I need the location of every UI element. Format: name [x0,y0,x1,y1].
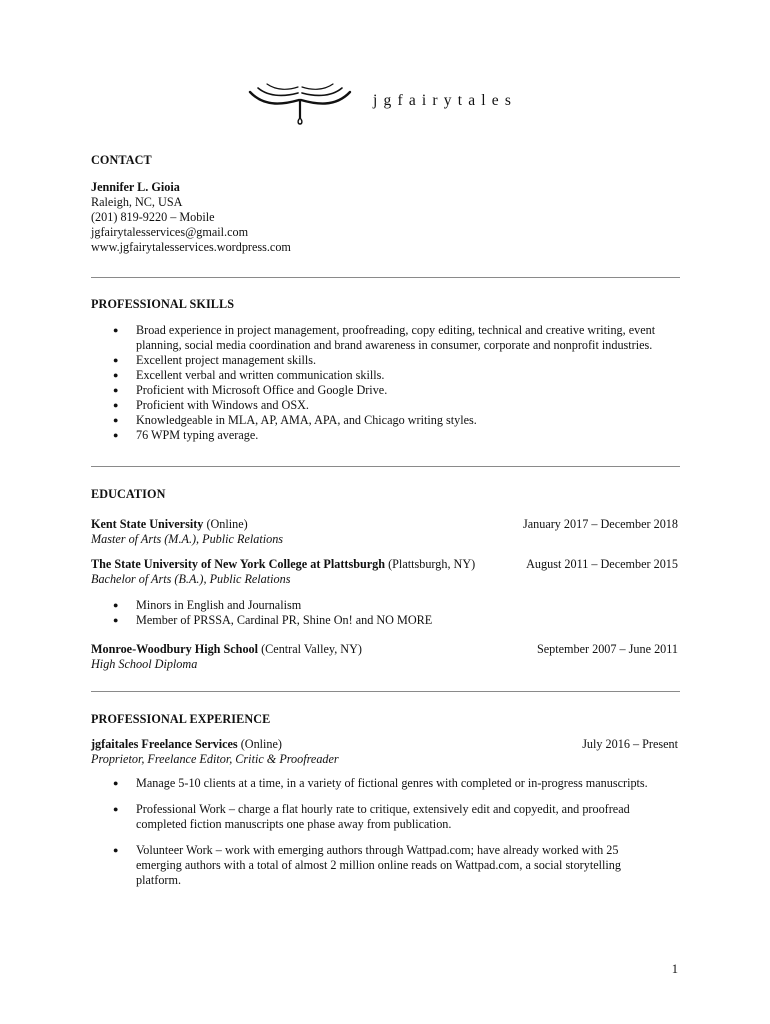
school-name: Kent State University [91,517,204,531]
book-wings-logo-icon [245,78,355,128]
list-item: ● Knowledgeable in MLA, AP, AMA, APA, and Chicago writing styles. [91,413,681,428]
school-dates: September 2007 – June 2011 [536,642,678,656]
job-entry [91,737,282,752]
contact-phone: (201) 819-9220 – Mobile [91,210,215,224]
section-divider [91,691,680,692]
school-entry [91,517,248,532]
degree: Master of Arts (M.A.), Public Relations [91,532,284,546]
list-item: ● Broad experience in project management, proofreading, copy editing, technical and creative writing, event planning, social media coordination and brand awareness in consumer, corporate and nonprofit industries. [91,323,681,353]
school-dates: January 2017 – December 2018 [522,517,678,531]
list-item: ● 76 WPM typing average. [91,428,681,443]
school-name: Monroe-Woodbury High School [91,642,259,656]
company-name: jgfaitales Freelance Services [91,737,238,751]
experience-heading: PROFESSIONAL EXPERIENCE [91,712,271,726]
skills-list [91,323,681,443]
school-dates: August 2011 – December 2015 [526,557,678,571]
section-divider [91,466,680,467]
job-dates: July 2016 – Present [582,737,678,751]
school-entry [91,642,362,657]
list-item: ● Volunteer Work – work with emerging authors through Wattpad.com; have already worked with 25 emerging authors with a total of almost 2 million online reads on Wattpad.com, a social storytelling platform. [91,843,681,888]
list-item: ● Minors in English and Journalism [91,598,681,613]
education-bullets [91,598,681,628]
education-heading: EDUCATION [91,487,166,501]
degree: High School Diploma [91,657,198,671]
section-divider [91,277,680,278]
list-item: ● Proficient with Windows and OSX. [91,398,681,413]
school-entry [91,557,475,572]
list-item: ● Member of PRSSA, Cardinal PR, Shine On! and NO MORE [91,613,681,628]
contact-location: Raleigh, NC, USA [91,195,183,209]
contact-heading: CONTACT [91,153,152,167]
contact-name: Jennifer L. Gioia [91,180,180,194]
degree: Bachelor of Arts (B.A.), Public Relations [91,572,291,586]
page-number: 1 [671,962,678,976]
school-location: (Plattsburgh, NY) [385,557,476,571]
list-item: ● Manage 5-10 clients at a time, in a variety of fictional genres with completed or in-progress manuscripts. [91,776,681,791]
list-item: ● Proficient with Microsoft Office and Google Drive. [91,383,681,398]
job-role: Proprietor, Freelance Editor, Critic & Proofreader [91,752,339,766]
company-location: (Online) [237,737,282,751]
contact-email: jgfairytalesservices@gmail.com [91,225,249,239]
list-item: ● Excellent verbal and written communication skills. [91,368,681,383]
school-location: (Central Valley, NY) [258,642,362,656]
list-item: ● Excellent project management skills. [91,353,681,368]
experience-bullets [91,776,681,888]
skills-heading: PROFESSIONAL SKILLS [91,297,235,311]
school-name: The State University of New York College at Plattsburgh [91,557,386,571]
list-item: ● Professional Work – charge a flat hourly rate to critique, extensively edit and copyedit, and proofread completed fiction manuscripts one phase away from publication. [91,802,681,832]
school-location: (Online) [203,517,248,531]
contact-website: www.jgfairytalesservices.wordpress.com [91,240,291,254]
brand-name: jgfairytales [373,92,518,109]
